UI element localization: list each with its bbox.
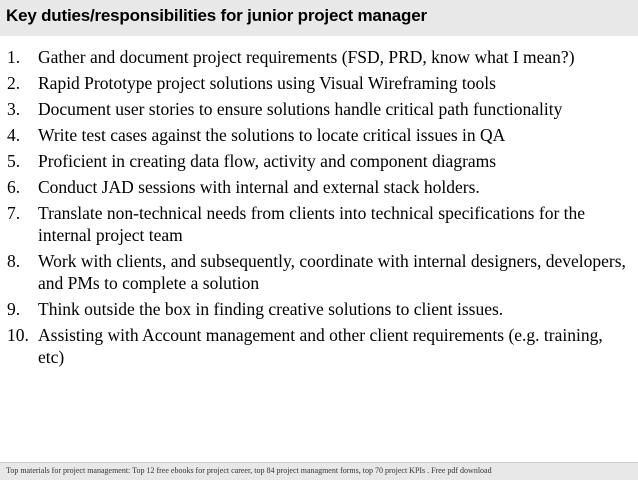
- slide-title: Key duties/responsibilities for junior project manager: [6, 6, 427, 25]
- duty-number: 1.: [7, 47, 21, 67]
- duty-item: [0, 46, 632, 68]
- duty-number: 4.: [7, 125, 21, 145]
- duty-text: Proficient in creating data flow, activity and component diagrams: [38, 151, 497, 171]
- duty-item: [0, 298, 632, 320]
- duty-text: Write test cases against the solutions to locate critical issues in QA: [38, 125, 506, 145]
- duty-text: Gather and document project requirements (FSD, PRD, know what I mean?): [38, 47, 575, 67]
- duty-item: [0, 150, 632, 172]
- duty-number: 9.: [7, 299, 21, 319]
- duty-text: Work with clients, and subsequently, coordinate with internal designers, developers, and PMs to complete a solution: [38, 251, 626, 293]
- duty-text: Document user stories to ensure solutions handle critical path functionality: [38, 99, 563, 119]
- duty-text: Translate non-technical needs from clients into technical specifications for the internal project team: [38, 203, 586, 245]
- duty-number: 7.: [7, 203, 21, 223]
- duty-item: [0, 324, 632, 368]
- duty-text: Think outside the box in finding creative solutions to client issues.: [38, 299, 504, 319]
- duty-item: [0, 202, 632, 246]
- duty-item: [0, 124, 632, 146]
- duty-item: [0, 72, 632, 94]
- footer-bar: [0, 462, 638, 480]
- duty-item: [0, 250, 632, 294]
- duty-text: Assisting with Account management and other client requirements (e.g. training, etc): [38, 325, 603, 367]
- duty-number: 10.: [7, 325, 29, 345]
- duty-number: 2.: [7, 73, 21, 93]
- duty-text: Conduct JAD sessions with internal and external stack holders.: [38, 177, 480, 197]
- duty-number: 5.: [7, 151, 21, 171]
- duty-number: 6.: [7, 177, 21, 197]
- duties-list: [0, 46, 632, 372]
- duty-text: Rapid Prototype project solutions using Visual Wireframing tools: [38, 73, 496, 93]
- duty-number: 3.: [7, 99, 21, 119]
- duty-number: 8.: [7, 251, 21, 271]
- duty-item: [0, 176, 632, 198]
- duty-item: [0, 98, 632, 120]
- title-bar: [0, 0, 638, 36]
- footer-text: Top materials for project management: Top 12 free ebooks for project career, top 84 project managment forms, top 70 project KPIs . Free pdf download: [6, 466, 492, 475]
